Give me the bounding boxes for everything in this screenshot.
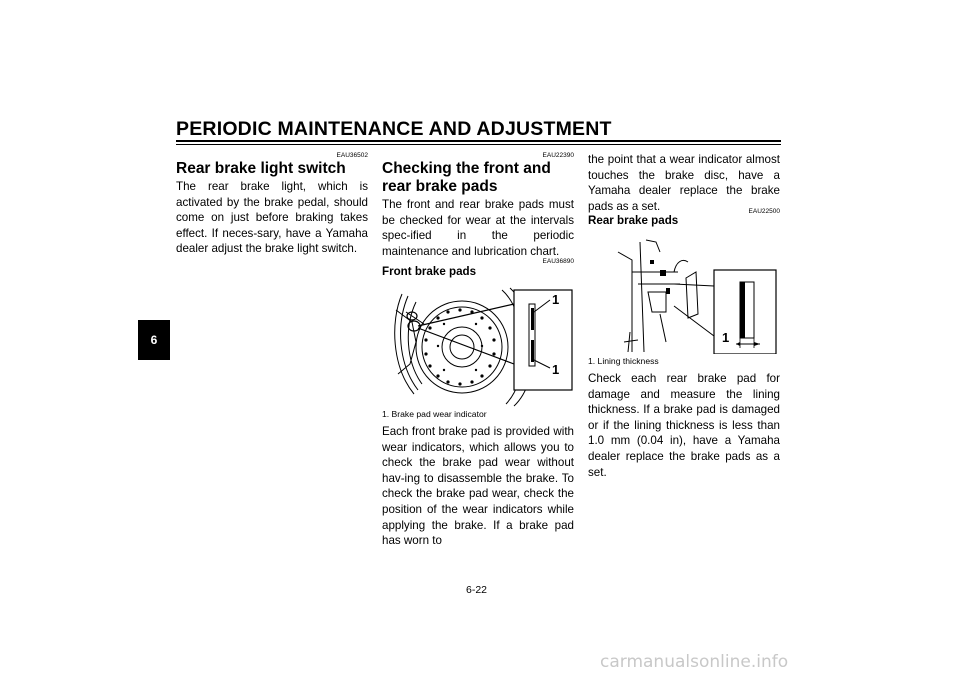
- section-heading: Checking the front and rear brake pads: [382, 160, 551, 195]
- rear-pads-body: Check each rear brake pad for damage and measure the lining thickness. If a brake pad is damaged or if the lining thickness is less than 1.0 mm (0.04 in), have a Yamaha dealer replace the brake pads as a set.: [588, 372, 780, 479]
- rear-brake-pads-illustration: [588, 232, 780, 354]
- figure-caption: 1. Lining thickness: [588, 356, 659, 366]
- section-heading: Rear brake light switch: [176, 160, 346, 177]
- front-pads-body: Each front brake pad is provided with wear indicators, which allows you to check the brake pad wear without hav-ing to disassemble the brake. To check the brake pad wear, check the position of the wear indicators while applying the brake. If a brake pad has worn to: [382, 425, 574, 548]
- section-code: EAU36502: [336, 152, 368, 159]
- front-brake-pads-illustration: [382, 282, 574, 407]
- page-number: 6-22: [466, 584, 488, 596]
- column-1: [176, 152, 368, 257]
- callout-number-top: 1: [552, 292, 560, 307]
- header-rule-thin: [176, 144, 781, 145]
- section-body: The rear brake light, which is activated by the brake pedal, should come on just before braking takes effect. If neces-sary, have a Yamaha dealer adjust the brake light switch.: [176, 180, 368, 256]
- subsection-code: EAU36890: [542, 258, 574, 265]
- callout-number-bottom: 1: [552, 362, 560, 377]
- figure-caption: 1. Brake pad wear indicator: [382, 409, 487, 419]
- page-header-title: PERIODIC MAINTENANCE AND ADJUSTMENT: [176, 118, 612, 140]
- subsection-heading: Rear brake pads: [588, 214, 679, 227]
- callout-number: 1: [722, 330, 730, 345]
- watermark: carmanualsonline.info: [600, 652, 789, 672]
- column-2: [382, 152, 574, 259]
- header-rule: [176, 140, 781, 142]
- continued-text: the point that a wear indicator almost touches the brake disc, have a Yamaha dealer replace the brake pads as a set.: [588, 153, 780, 213]
- chapter-tab: 6: [138, 320, 170, 360]
- section-code: EAU22390: [542, 152, 574, 159]
- section-body: The front and rear brake pads must be checked for wear at the intervals spec-ified in the periodic maintenance and lubrication chart.: [382, 198, 574, 258]
- subsection-heading: Front brake pads: [382, 265, 477, 278]
- subsection-code: EAU22500: [748, 208, 780, 215]
